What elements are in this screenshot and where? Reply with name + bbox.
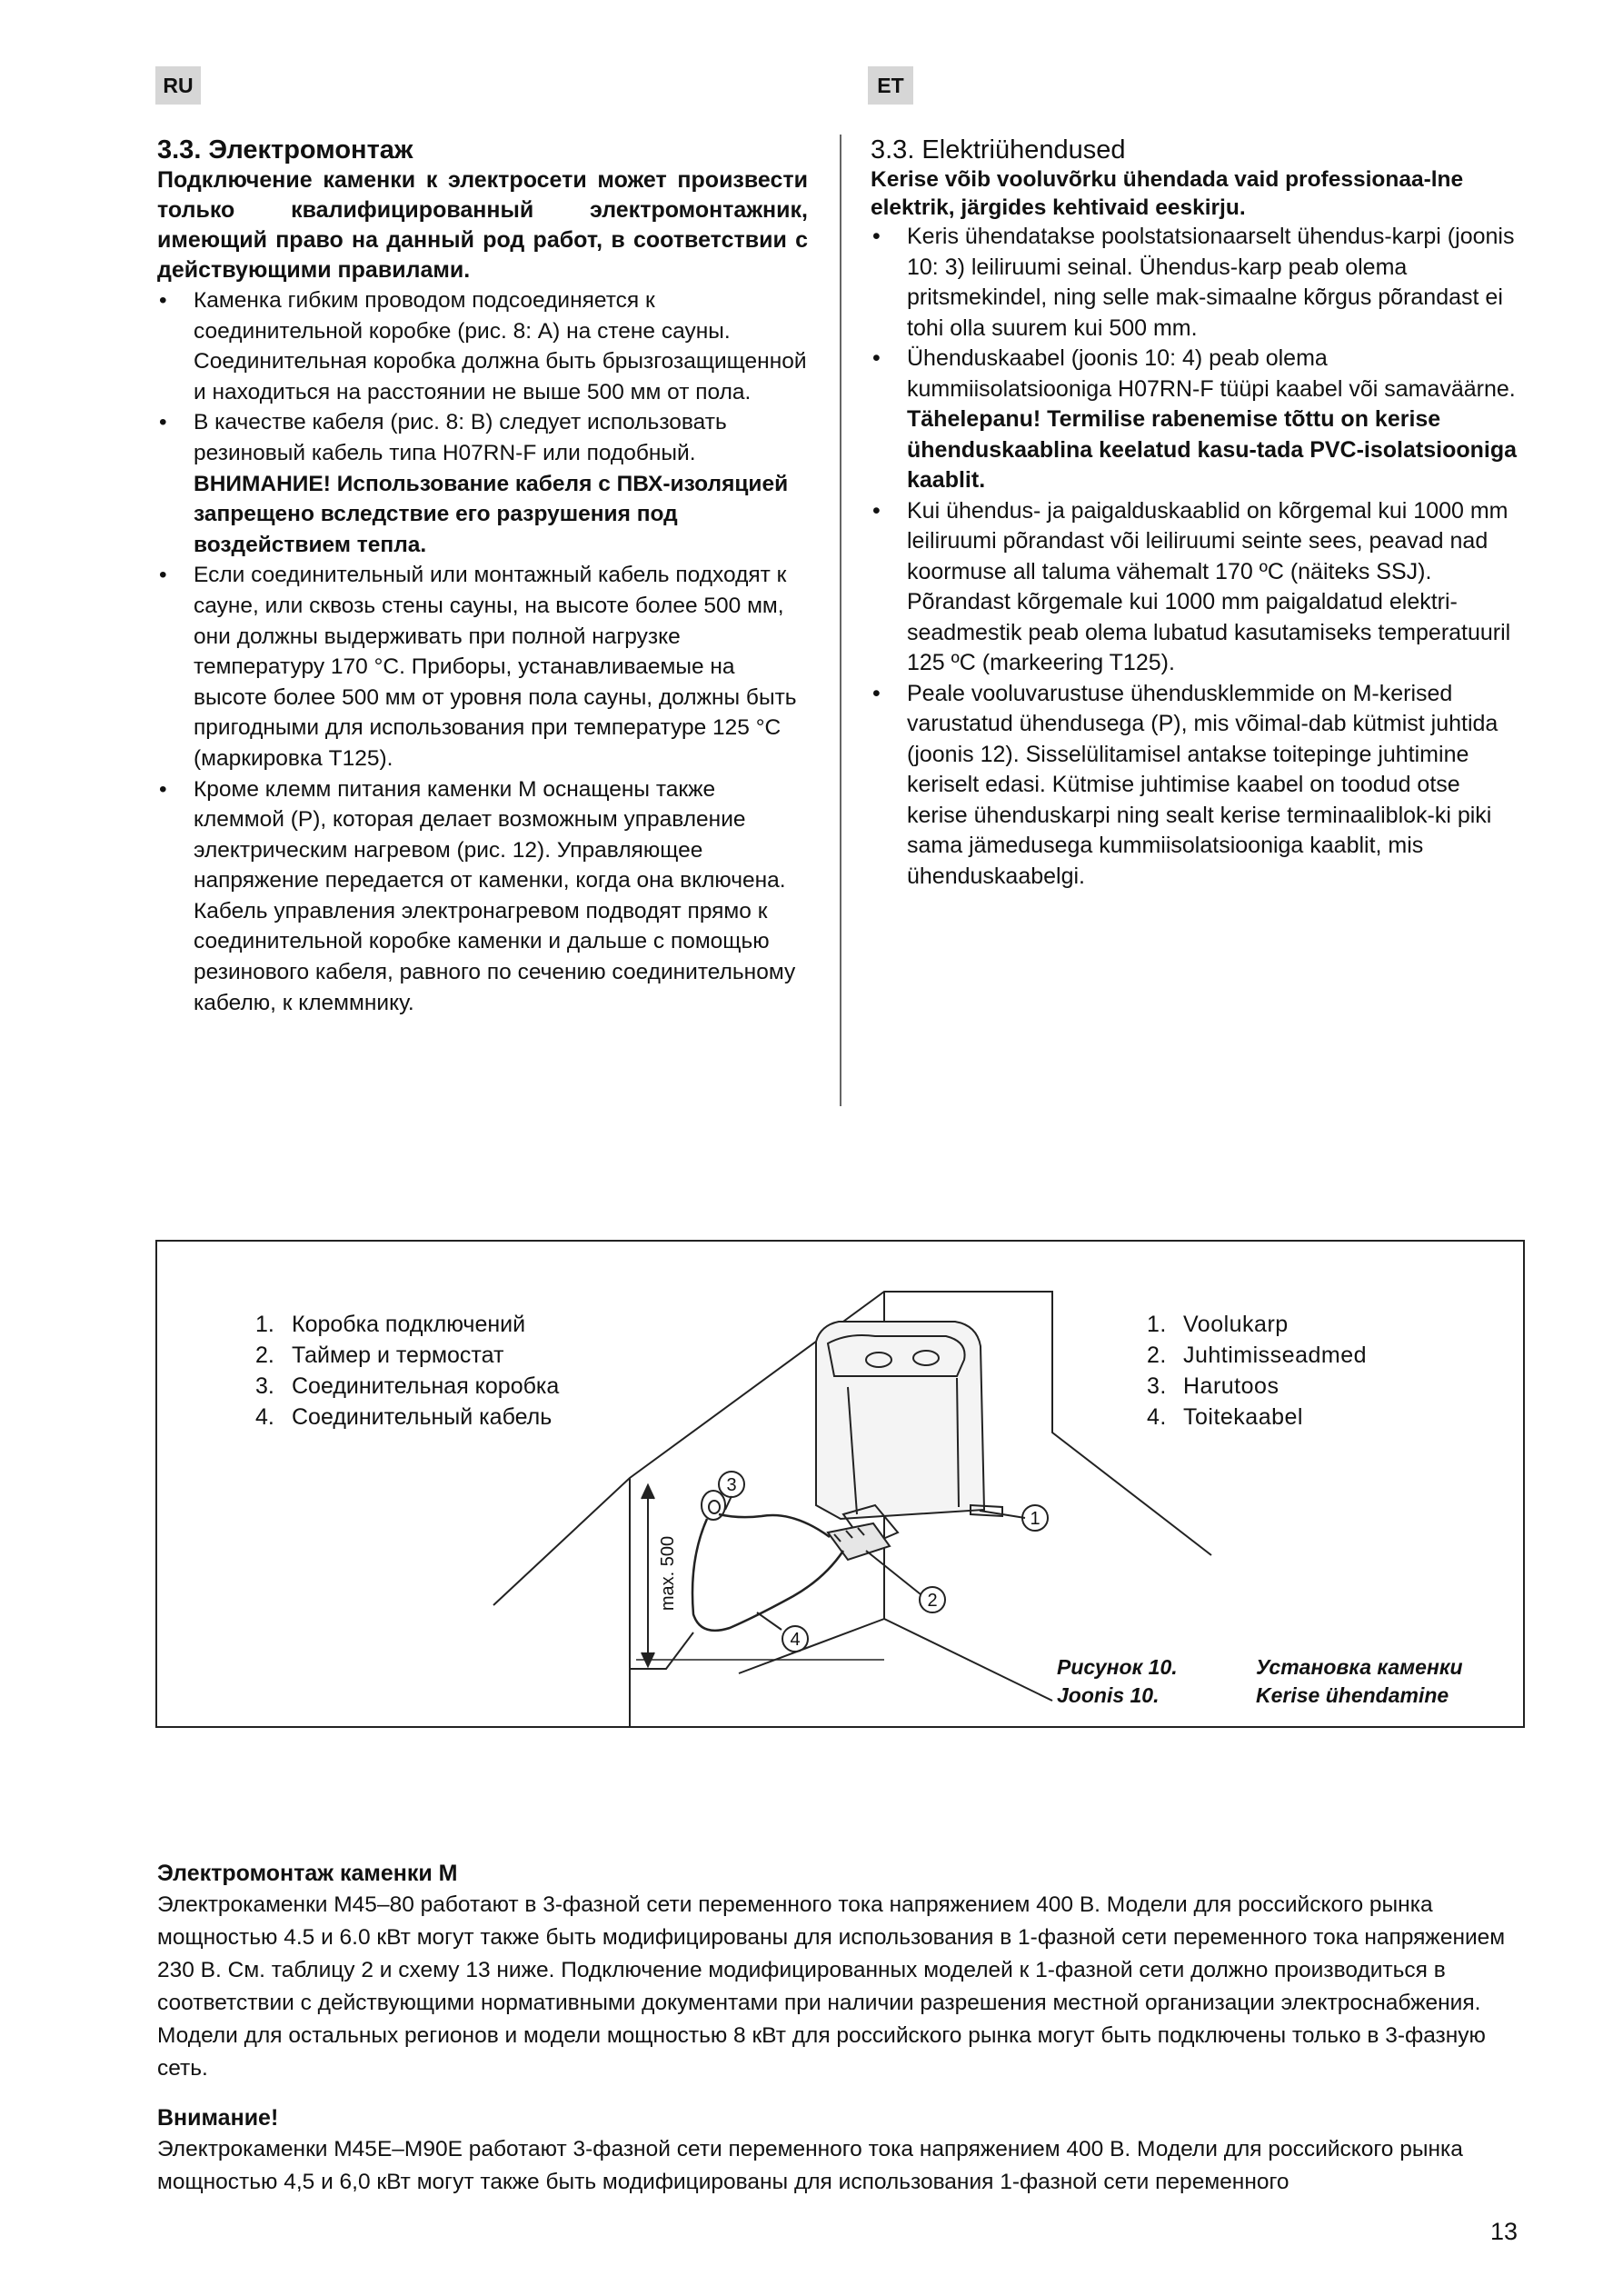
ru-section-heading: 3.3. Электромонтаж (157, 135, 413, 165)
lang-tag-ru: RU (155, 66, 201, 105)
ru-column (157, 135, 808, 1018)
lang-tag-et: ET (868, 66, 913, 105)
et-bullet-4: • Peale vooluvarustuse ühendusklemmide on M-kerised varustatud ühendusega (P), mis võimal-dab kütmist juhtida (joonis 12). Sisselülitamisel antakse toitepinge juhtimine keriselt edasi. Kütmise juhtimise kaabel on toodud otse kerise ühenduskarpi ning sealt kerise terminaaliblok-ki piki sama jämedusega kummiisolatsiooniga kaablit, mis ühenduskaabelgi. (871, 679, 1527, 893)
caption-et: Joonis 10. Kerise ühendamine (1057, 1683, 1449, 1707)
page-number: 13 (1490, 2218, 1518, 2245)
ru-bullet-list (157, 285, 808, 1018)
et-bullet-2-text: Ühenduskaabel (joonis 10: 4) peab olema kummiisolatsiooniga H07RN-F tüüpi kaabel või samaväärne. (907, 345, 1516, 402)
et-section-heading: 3.3. Elektriühendused (871, 135, 1126, 165)
legend-et-item: 2. Juhtimisseadmed (1147, 1343, 1368, 1368)
legend-et-item: 4. Toitekaabel (1147, 1404, 1303, 1430)
callout-2: 2 (927, 1591, 938, 1611)
warning-heading: Внимание! (157, 2105, 279, 2131)
et-bullet-2 (871, 344, 1527, 496)
warning-section (157, 2102, 1529, 2199)
et-warning-text: Tähelepanu! Termilise rabenemise tõttu on kerise ühenduskaablina keelatud kasu-tada PVC-isolatsiooniga kaablit. (907, 406, 1517, 493)
legend-et-item: 1. Voolukarp (1147, 1312, 1289, 1337)
caption-ru: Рисунок 10. Установка каменки (1057, 1655, 1463, 1679)
ru-bullet-4: • Кроме клемм питания каменки M оснащены также клеммой (P), которая делает возможным управление электрическим нагревом (рис. 12). Управляющее напряжение передается от каменки, когда она включена. Кабель управления электронагревом подводят прямо к соединительной коробке каменки и дальше с помощью резинового кабеля, равного по сечению соединительному кабелю, к клеммнику. (157, 774, 808, 1019)
legend-ru-item: 3. Соединительная коробка (255, 1373, 560, 1399)
warning-paragraph: Электрокаменки M45E–M90E работают 3-фазной сети переменного тока напряжением 400 В. Модели для российского рынка мощностью 4,5 и 6,0 кВт могут также быть модифицированы для использования 1-фазной сети переменного (157, 2137, 1463, 2194)
legend-ru-item: 1. Коробка подключений (255, 1312, 526, 1337)
column-divider (840, 135, 841, 1106)
et-lead-text: Kerise võib vooluvõrku ühendada vaid professionaa-lne elektrik, järgides kehtivaid eeskirju. (871, 167, 1464, 220)
legend-ru-item: 2. Таймер и термостат (255, 1343, 504, 1368)
ru-lead-text: Подключение каменки к электросети может произвести только квалифицированный электромонтажник, имеющий право на данный род работ, в соответствии с действующими правилами. (157, 167, 808, 283)
et-bullet-list (871, 222, 1527, 892)
ru-warning-text: ВНИМАНИЕ! Использование кабеля с ПВХ-изоляцией запрещено вследствие его разрушения под воздействием тепла. (194, 471, 789, 557)
et-column (871, 135, 1527, 892)
ru-bullet-2 (157, 407, 808, 560)
et-bullet-1: • Keris ühendatakse poolstatsionaarselt ühendus-karpi (joonis 10: 3) leiliruumi seinal. Ühendus-karp peab olema pritsmekindel, ning selle mak-simaalne kõrgus põrandast ei tohi olla suurem kui 500 mm. (871, 222, 1527, 344)
figure-caption (1057, 1653, 1463, 1710)
m-heater-heading: Электромонтаж каменки M (157, 1861, 458, 1886)
callout-3: 3 (726, 1475, 737, 1495)
legend-et-item: 3. Harutoos (1147, 1373, 1279, 1399)
callout-1: 1 (1030, 1509, 1041, 1529)
dimension-label: max. 500 (658, 1535, 678, 1612)
et-bullet-3: • Kui ühendus- ja paigalduskaablid on kõrgemal kui 1000 mm leiliruumi põrandast või leiliruumi seinte sees, peavad nad koormuse all taluma vähemalt 170 ºC (näiteks SSJ). Põrandast kõrgemale kui 1000 mm paigaldatud elektri-seadmestik peab olema lubatud kasutamiseks temperatuuril 125 ºC (markeering T125). (871, 496, 1527, 679)
figure-legend-et (1147, 1309, 1367, 1433)
m-heater-paragraph: Электрокаменки M45–80 работают в 3-фазной сети переменного тока напряжением 400 В. Модели для российского рынка мощностью 4.5 и 6.0 кВт могут также быть модифицированы для использования в 1-фазной сети переменного тока напряжением 230 В. См. таблицу 2 и схему 13 ниже. Подключение модифицированных моделей к 1-фазной сети должно производиться в соответствии с действующими нормативными документами при наличии разрешения местной организации электроснабжения. Модели для остальных регионов и модели мощностью 8 кВт для российского рынка могут быть подключены только в 3-фазную сеть. (157, 1892, 1506, 2081)
ru-bullet-3: • Если соединительный или монтажный кабель подходят к сауне, или сквозь стены сауны, на высоте более 500 мм, они должны выдерживать при полной нагрузке температуру 170 °C. Приборы, устанавливаемые на высоте более 500 мм от уровня пола сауны, должны быть пригодными для использования при температуре 125 °C (маркировка T125). (157, 560, 808, 774)
ru-bullet-1: • Каменка гибким проводом подсоединяется к соединительной коробке (рис. 8: A) на стене сауны. Соединительная коробка должна быть брызгозащищенной и находиться на расстоянии не выше 500 мм от пола. (157, 285, 808, 407)
m-heater-section (157, 1858, 1529, 2085)
callout-4: 4 (790, 1630, 801, 1650)
ru-bullet-2-text: В качестве кабеля (рис. 8: B) следует использовать резиновый кабель типа H07RN-F или подобный. (194, 410, 727, 465)
legend-ru-item: 4. Соединительный кабель (255, 1404, 553, 1430)
